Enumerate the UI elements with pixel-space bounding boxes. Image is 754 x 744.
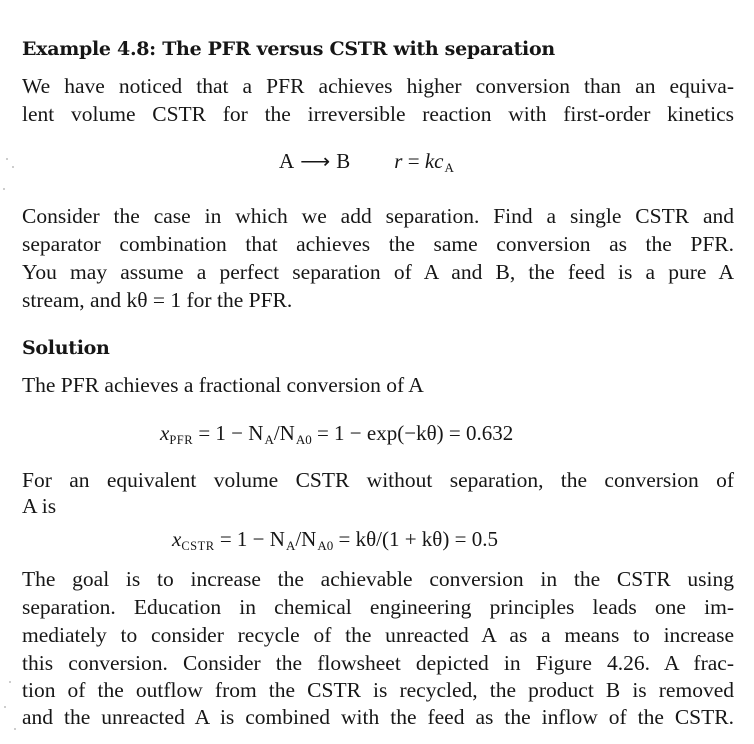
- rate-equals: =: [407, 149, 420, 173]
- reaction-equation: [279, 149, 454, 174]
- pfr-x: x: [160, 421, 170, 445]
- pfr-na0-sub: A0: [295, 432, 312, 447]
- cstr-na-sub: A: [285, 538, 296, 553]
- scan-speck: [9, 681, 11, 683]
- cstr-intro-line-1: For an equivalent volume CSTR without separation, the conversion of: [22, 468, 734, 492]
- scan-speck: [3, 188, 5, 190]
- cstr-x: x: [172, 527, 182, 551]
- problem-line-3: You may assume a perfect separation of A and B, the feed is a pure A: [22, 260, 734, 284]
- cstr-slash: /N: [295, 527, 317, 551]
- cstr-eq-rhs: = 1 − N: [219, 527, 285, 551]
- pfr-conversion-equation: [160, 421, 513, 446]
- product: B: [336, 149, 351, 173]
- scan-speck: [6, 158, 8, 160]
- cstr-intro-line-2: A is: [22, 494, 57, 518]
- intro-line-2: lent volume CSTR for the irreversible reaction with first-order kinetics: [22, 102, 734, 126]
- goal-line-3: mediately to consider recycle of the unreacted A as a means to increase: [22, 623, 734, 647]
- problem-line-1: Consider the case in which we add separation. Find a single CSTR and: [22, 204, 734, 228]
- goal-line-5: tion of the outflow from the CSTR is recycled, the product B is removed: [22, 678, 734, 702]
- scan-speck: [4, 706, 6, 708]
- goal-line-4: this conversion. Consider the flowsheet depicted in Figure 4.26. A frac-: [22, 651, 734, 675]
- scan-speck: [14, 728, 16, 730]
- cstr-eq-tail: = kθ/(1 + kθ) = 0.5: [333, 527, 498, 551]
- scan-speck: [12, 166, 14, 168]
- pfr-intro: The PFR achieves a fractional conversion of A: [22, 373, 424, 397]
- rate-variable: r: [394, 149, 403, 173]
- intro-line-1: We have noticed that a PFR achieves higher conversion than an equiva-: [22, 74, 734, 98]
- problem-line-4: stream, and kθ = 1 for the PFR.: [22, 288, 293, 312]
- reaction-arrow: ⟶: [300, 149, 331, 173]
- example-heading: Example 4.8: The PFR versus CSTR with separation: [22, 38, 555, 60]
- reactant: A: [279, 149, 295, 173]
- goal-line-2: separation. Education in chemical engineering principles leads one im-: [22, 595, 734, 619]
- rate-subscript: A: [444, 160, 454, 175]
- solution-heading: Solution: [22, 337, 110, 359]
- pfr-na-sub: A: [264, 432, 274, 447]
- problem-line-2: separator combination that achieves the same conversion as the PFR.: [22, 232, 734, 256]
- pfr-eq-rhs: = 1 − N: [198, 421, 264, 445]
- goal-line-6: and the unreacted A is combined with the feed as the inflow of the CSTR.: [22, 705, 734, 729]
- pfr-slash: /N: [273, 421, 295, 445]
- rate-constant: kc: [424, 149, 444, 173]
- cstr-conversion-equation: [172, 527, 498, 552]
- goal-line-1: The goal is to increase the achievable conversion in the CSTR using: [22, 567, 734, 591]
- pfr-eq-tail: = 1 − exp(−kθ) = 0.632: [311, 421, 514, 445]
- cstr-x-subscript: CSTR: [181, 539, 215, 553]
- pfr-x-subscript: PFR: [169, 433, 194, 447]
- cstr-na0-sub: A0: [317, 538, 334, 553]
